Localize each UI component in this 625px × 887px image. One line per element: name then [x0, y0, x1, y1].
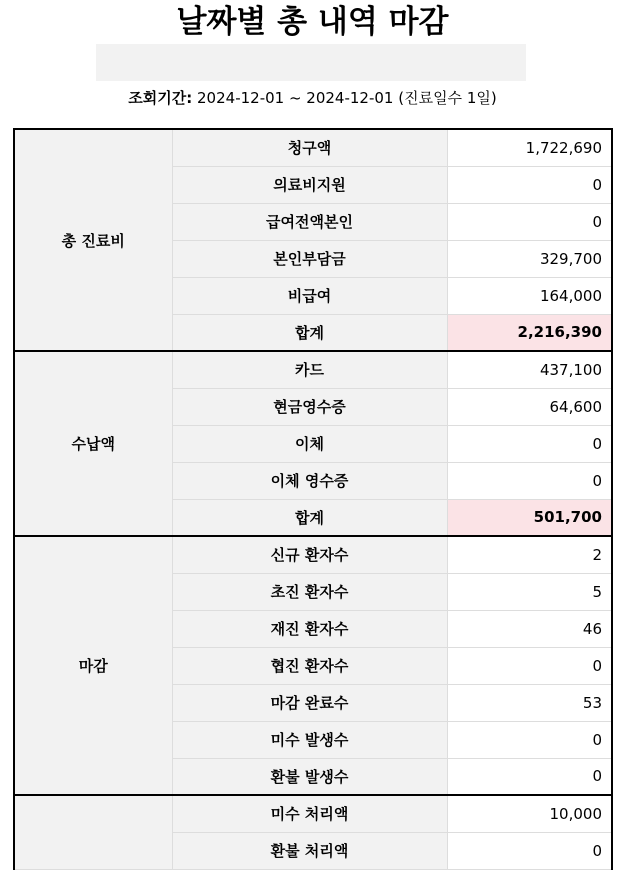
row-value: 0 [447, 462, 612, 499]
row-label: 비급여 [172, 277, 447, 314]
table-row [14, 795, 612, 832]
total-value: 2,216,390 [447, 314, 612, 351]
row-value: 64,600 [447, 388, 612, 425]
row-label: 마감 완료수 [172, 684, 447, 721]
row-label: 협진 환자수 [172, 647, 447, 684]
row-label: 카드 [172, 351, 447, 388]
row-value: 5 [447, 573, 612, 610]
row-label: 이체 [172, 425, 447, 462]
query-period [0, 88, 625, 108]
row-value: 10,000 [447, 795, 612, 832]
period-label: 조회기간: [128, 89, 193, 107]
row-value: 0 [447, 203, 612, 240]
row-value: 0 [447, 758, 612, 795]
row-label: 환불 처리액 [172, 832, 447, 869]
group-payment: 수납액 [14, 351, 172, 536]
row-label: 신규 환자수 [172, 536, 447, 573]
table-row [14, 129, 612, 166]
row-label: 환불 발생수 [172, 758, 447, 795]
summary-table [13, 128, 613, 870]
table-row [14, 536, 612, 573]
row-value: 46 [447, 610, 612, 647]
row-value: 0 [447, 647, 612, 684]
row-value: 0 [447, 721, 612, 758]
row-label: 초진 환자수 [172, 573, 447, 610]
row-label: 미수 처리액 [172, 795, 447, 832]
row-label: 본인부담금 [172, 240, 447, 277]
page-title: 날짜별 총 내역 마감 [176, 4, 449, 40]
table-row [14, 351, 612, 388]
row-value: 0 [447, 166, 612, 203]
row-label: 미수 발생수 [172, 721, 447, 758]
row-label: 재진 환자수 [172, 610, 447, 647]
row-value: 164,000 [447, 277, 612, 314]
row-value: 0 [447, 425, 612, 462]
row-value: 0 [447, 832, 612, 869]
total-label: 합계 [172, 499, 447, 536]
row-label: 급여전액본인 [172, 203, 447, 240]
blank-header-box [96, 44, 526, 81]
row-label: 의료비지원 [172, 166, 447, 203]
row-label: 현금영수증 [172, 388, 447, 425]
total-value: 501,700 [447, 499, 612, 536]
row-value: 2 [447, 536, 612, 573]
group-total-fee: 총 진료비 [14, 129, 172, 351]
row-value: 437,100 [447, 351, 612, 388]
row-label: 청구액 [172, 129, 447, 166]
row-value: 1,722,690 [447, 129, 612, 166]
row-value: 329,700 [447, 240, 612, 277]
group-misc [14, 795, 172, 869]
total-label: 합계 [172, 314, 447, 351]
group-closing: 마감 [14, 536, 172, 795]
row-value: 53 [447, 684, 612, 721]
period-value: 2024-12-01 ~ 2024-12-01 (진료일수 1일) [192, 89, 497, 107]
row-label: 이체 영수증 [172, 462, 447, 499]
